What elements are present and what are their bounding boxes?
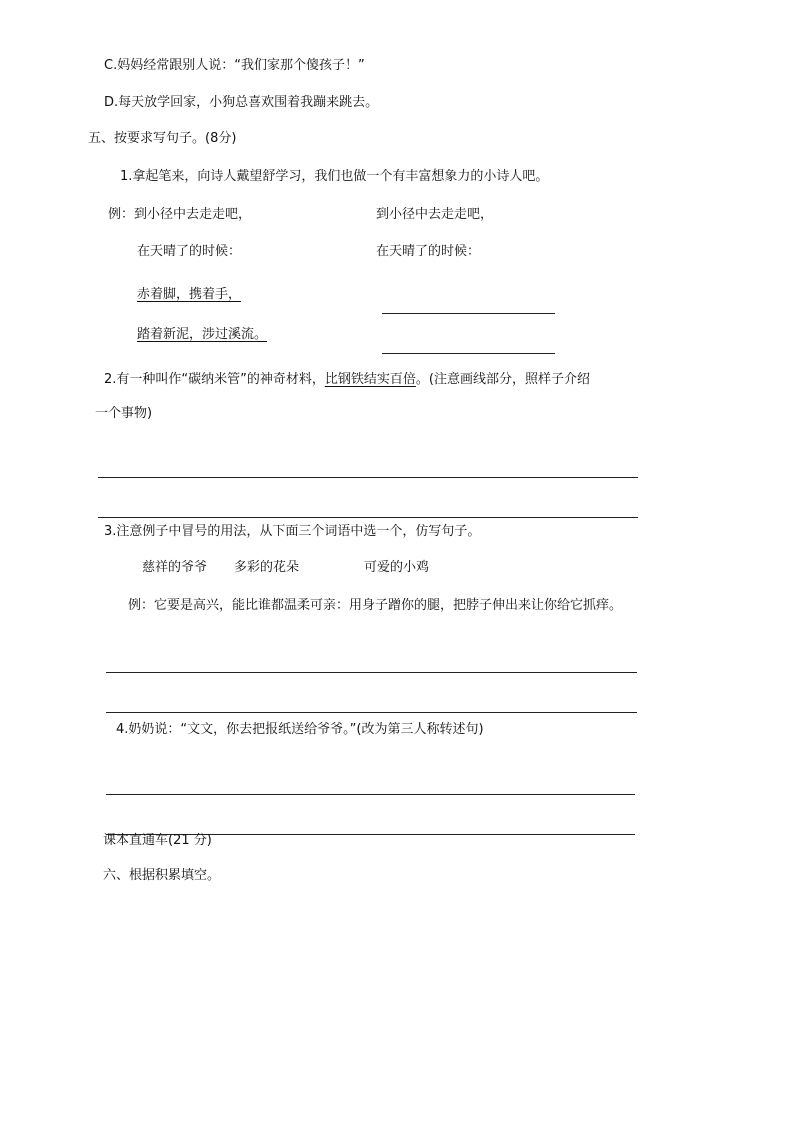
q3-word2: 多彩的花朵	[234, 560, 300, 575]
q4-answer-line1[interactable]	[106, 794, 635, 795]
option-d: D.每天放学回家，小狗总喜欢围着我蹦来跳去。	[104, 95, 379, 110]
q1-answer-line1[interactable]	[382, 313, 555, 314]
q3-word3: 可爱的小鸡	[364, 560, 430, 575]
q2-prompt-pre: 2.有一种叫作“碳纳米管”的神奇材料，	[104, 372, 325, 387]
q2-prompt	[104, 371, 590, 389]
q2-prompt-post: 。(注意画线部分，照样子介绍	[415, 372, 590, 387]
q1-example-line4: 踏着新泥，涉过溪流。	[137, 327, 268, 342]
q1-right-line1: 到小径中去走走吧，	[376, 207, 494, 222]
section6-title: 六、根据积累填空。	[103, 868, 221, 883]
q1-right-line2: 在天晴了的时候：	[376, 244, 481, 259]
q2-prompt-cont: 一个事物)	[95, 406, 153, 421]
q3-word1: 慈祥的爷爷	[142, 560, 208, 575]
q2-prompt-underlined: 比钢铁结实百倍	[324, 372, 416, 387]
q3-answer-line1[interactable]	[106, 672, 637, 673]
section5-title: 五、按要求写句子。(8分)	[88, 131, 237, 146]
q3-prompt: 3.注意例子中冒号的用法，从下面三个词语中选一个，仿写句子。	[104, 524, 481, 539]
q2-answer-line2[interactable]	[98, 517, 638, 518]
q2-answer-line1[interactable]	[98, 477, 638, 478]
textbook-section-title: 课本直通车(21 分)	[103, 833, 212, 848]
q4-prompt: 4.奶奶说：“文文，你去把报纸送给爷爷。”(改为第三人称转述句)	[116, 722, 484, 737]
q3-answer-line2[interactable]	[106, 712, 637, 713]
q1-example-line3: 赤着脚，携着手，	[137, 287, 242, 302]
option-c: C.妈妈经常跟别人说：“我们家那个傻孩子！”	[104, 58, 365, 73]
q1-answer-line2[interactable]	[382, 353, 555, 354]
q1-example-line1: 例：到小径中去走走吧，	[108, 207, 252, 222]
q1-prompt: 1.拿起笔来，向诗人戴望舒学习，我们也做一个有丰富想象力的小诗人吧。	[120, 169, 549, 184]
q1-example-line2: 在天晴了的时候：	[137, 244, 242, 259]
q3-example: 例：它要是高兴，能比谁都温柔可亲：用身子蹭你的腿，把脖子伸出来让你给它抓痒。	[128, 598, 623, 613]
